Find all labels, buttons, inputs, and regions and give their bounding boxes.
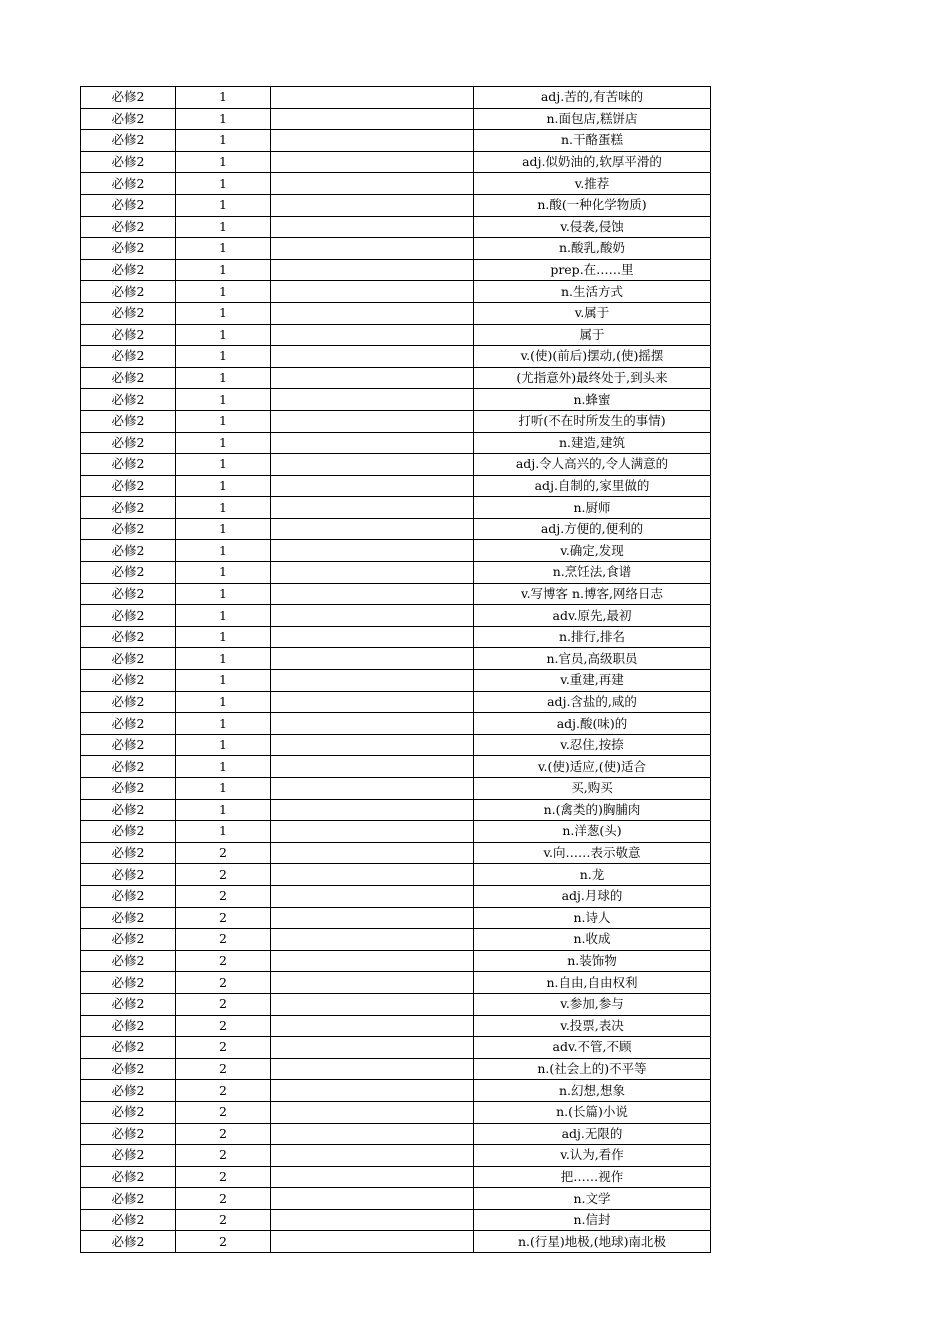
book-cell[interactable]: 必修2 [81,626,176,648]
table-row [81,1166,711,1188]
book-cell[interactable]: 必修2 [81,1123,176,1145]
unit-cell[interactable]: 2 [176,1209,271,1231]
table-row [81,734,711,756]
table-row [81,670,711,692]
unit-cell[interactable]: 1 [176,778,271,800]
word-cell[interactable] [271,562,474,584]
unit-cell[interactable]: 1 [176,367,271,389]
word-cell[interactable] [271,1209,474,1231]
book-cell[interactable]: 必修2 [81,885,176,907]
table-row [81,778,711,800]
unit-cell[interactable]: 2 [176,1188,271,1210]
meaning-cell[interactable]: v.写博客 n.博客,网络日志 [474,583,711,605]
meaning-cell[interactable]: n.文学 [474,1188,711,1210]
word-cell[interactable] [271,497,474,519]
book-cell[interactable]: 必修2 [81,670,176,692]
meaning-cell[interactable]: n.(行星)地极,(地球)南北极 [474,1231,711,1253]
meaning-cell[interactable]: n.排行,排名 [474,626,711,648]
book-cell[interactable]: 必修2 [81,734,176,756]
meaning-cell[interactable]: n.建造,建筑 [474,432,711,454]
table-row [81,1188,711,1210]
table-row [81,929,711,951]
word-cell[interactable] [271,259,474,281]
book-cell[interactable]: 必修2 [81,432,176,454]
unit-cell[interactable]: 1 [176,648,271,670]
book-cell[interactable]: 必修2 [81,1037,176,1059]
unit-cell[interactable]: 2 [176,1015,271,1037]
table-row [81,821,711,843]
meaning-cell[interactable]: v.(使)(前后)摆动,(使)摇摆 [474,346,711,368]
unit-cell[interactable]: 1 [176,130,271,152]
word-cell[interactable] [271,518,474,540]
table-row [81,691,711,713]
book-cell[interactable]: 必修2 [81,87,176,109]
book-cell[interactable]: 必修2 [81,1166,176,1188]
word-cell[interactable] [271,302,474,324]
meaning-cell[interactable]: n.装饰物 [474,950,711,972]
table-row [81,281,711,303]
table-row [81,1037,711,1059]
table-row [81,130,711,152]
table-row [81,864,711,886]
word-cell[interactable] [271,648,474,670]
word-cell[interactable] [271,324,474,346]
unit-cell[interactable]: 2 [176,1123,271,1145]
meaning-cell[interactable]: adv.原先,最初 [474,605,711,627]
book-cell[interactable]: 必修2 [81,972,176,994]
unit-cell[interactable]: 2 [176,1145,271,1167]
table-row [81,238,711,260]
unit-cell[interactable]: 2 [176,972,271,994]
book-cell[interactable]: 必修2 [81,821,176,843]
unit-cell[interactable]: 2 [176,1080,271,1102]
unit-cell[interactable]: 1 [176,173,271,195]
word-cell[interactable] [271,864,474,886]
book-cell[interactable]: 必修2 [81,130,176,152]
table-row [81,972,711,994]
unit-cell[interactable]: 1 [176,713,271,735]
word-cell[interactable] [271,1080,474,1102]
book-cell[interactable]: 必修2 [81,907,176,929]
unit-cell[interactable]: 1 [176,389,271,411]
word-cell[interactable] [271,389,474,411]
word-cell[interactable] [271,367,474,389]
table-row [81,907,711,929]
unit-cell[interactable]: 1 [176,238,271,260]
meaning-cell[interactable]: v.向……表示敬意 [474,842,711,864]
meaning-cell[interactable]: adj.自制的,家里做的 [474,475,711,497]
book-cell[interactable]: 必修2 [81,691,176,713]
book-cell[interactable]: 必修2 [81,993,176,1015]
word-cell[interactable] [271,346,474,368]
table-row [81,432,711,454]
word-cell[interactable] [271,1058,474,1080]
book-cell[interactable]: 必修2 [81,540,176,562]
word-cell[interactable] [271,87,474,109]
book-cell[interactable]: 必修2 [81,562,176,584]
word-cell[interactable] [271,1101,474,1123]
unit-cell[interactable]: 2 [176,907,271,929]
table-row [81,389,711,411]
table-row [81,993,711,1015]
unit-cell[interactable]: 1 [176,432,271,454]
table-row [81,302,711,324]
book-cell[interactable]: 必修2 [81,389,176,411]
meaning-cell[interactable]: adv.不管,不顾 [474,1037,711,1059]
meaning-cell[interactable]: 属于 [474,324,711,346]
unit-cell[interactable]: 1 [176,151,271,173]
meaning-cell[interactable]: adj.月球的 [474,885,711,907]
word-cell[interactable] [271,713,474,735]
unit-cell[interactable]: 1 [176,562,271,584]
table-row [81,1015,711,1037]
unit-cell[interactable]: 1 [176,216,271,238]
meaning-cell[interactable]: (尤指意外)最终处于,到头来 [474,367,711,389]
unit-cell[interactable]: 1 [176,670,271,692]
meaning-cell[interactable]: n.生活方式 [474,281,711,303]
vocabulary-table-body [81,87,711,1253]
book-cell[interactable]: 必修2 [81,173,176,195]
meaning-cell[interactable]: adj.含盐的,咸的 [474,691,711,713]
book-cell[interactable]: 必修2 [81,1209,176,1231]
word-cell[interactable] [271,670,474,692]
word-cell[interactable] [271,605,474,627]
word-cell[interactable] [271,151,474,173]
table-row [81,562,711,584]
word-cell[interactable] [271,108,474,130]
word-cell[interactable] [271,1037,474,1059]
table-row [81,259,711,281]
unit-cell[interactable]: 1 [176,691,271,713]
unit-cell[interactable]: 1 [176,475,271,497]
unit-cell[interactable]: 2 [176,842,271,864]
meaning-cell[interactable]: n.龙 [474,864,711,886]
book-cell[interactable]: 必修2 [81,367,176,389]
word-cell[interactable] [271,885,474,907]
table-row [81,540,711,562]
meaning-cell[interactable]: v.确定,发现 [474,540,711,562]
table-row [81,497,711,519]
unit-cell[interactable]: 1 [176,259,271,281]
book-cell[interactable]: 必修2 [81,151,176,173]
unit-cell[interactable]: 1 [176,281,271,303]
meaning-cell[interactable]: v.侵袭,侵蚀 [474,216,711,238]
table-row [81,756,711,778]
book-cell[interactable]: 必修2 [81,346,176,368]
book-cell[interactable]: 必修2 [81,1188,176,1210]
meaning-cell[interactable]: n.面包店,糕饼店 [474,108,711,130]
table-row [81,108,711,130]
book-cell[interactable]: 必修2 [81,713,176,735]
meaning-cell[interactable]: prep.在……里 [474,259,711,281]
book-cell[interactable]: 必修2 [81,778,176,800]
book-cell[interactable]: 必修2 [81,410,176,432]
book-cell[interactable]: 必修2 [81,583,176,605]
book-cell[interactable]: 必修2 [81,259,176,281]
word-cell[interactable] [271,950,474,972]
meaning-cell[interactable]: n.自由,自由权利 [474,972,711,994]
book-cell[interactable]: 必修2 [81,605,176,627]
meaning-cell[interactable]: n.官员,高级职员 [474,648,711,670]
meaning-cell[interactable]: n.诗人 [474,907,711,929]
meaning-cell[interactable]: n.信封 [474,1209,711,1231]
unit-cell[interactable]: 2 [176,950,271,972]
meaning-cell[interactable]: adj.似奶油的,软厚平滑的 [474,151,711,173]
word-cell[interactable] [271,1188,474,1210]
meaning-cell[interactable]: n.干酪蛋糕 [474,130,711,152]
word-cell[interactable] [271,734,474,756]
meaning-cell[interactable]: n.(禽类的)胸脯肉 [474,799,711,821]
word-cell[interactable] [271,993,474,1015]
meaning-cell[interactable]: v.认为,看作 [474,1145,711,1167]
word-cell[interactable] [271,842,474,864]
book-cell[interactable]: 必修2 [81,108,176,130]
meaning-cell[interactable]: 打听(不在时所发生的事情) [474,410,711,432]
word-cell[interactable] [271,540,474,562]
meaning-cell[interactable]: n.(社会上的)不平等 [474,1058,711,1080]
book-cell[interactable]: 必修2 [81,194,176,216]
table-row [81,324,711,346]
table-row [81,605,711,627]
book-cell[interactable]: 必修2 [81,799,176,821]
book-cell[interactable]: 必修2 [81,1101,176,1123]
word-cell[interactable] [271,432,474,454]
table-row [81,713,711,735]
table-row [81,475,711,497]
unit-cell[interactable]: 1 [176,799,271,821]
meaning-cell[interactable]: v.重建,再建 [474,670,711,692]
unit-cell[interactable]: 2 [176,993,271,1015]
meaning-cell[interactable]: adj.无限的 [474,1123,711,1145]
table-row [81,454,711,476]
meaning-cell[interactable]: n.蜂蜜 [474,389,711,411]
book-cell[interactable]: 必修2 [81,756,176,778]
table-row [81,1123,711,1145]
book-cell[interactable]: 必修2 [81,1015,176,1037]
word-cell[interactable] [271,756,474,778]
table-row [81,648,711,670]
book-cell[interactable]: 必修2 [81,324,176,346]
book-cell[interactable]: 必修2 [81,1058,176,1080]
meaning-cell[interactable]: adj.酸(味)的 [474,713,711,735]
meaning-cell[interactable]: v.参加,参与 [474,993,711,1015]
word-cell[interactable] [271,583,474,605]
meaning-cell[interactable]: v.投票,表决 [474,1015,711,1037]
vocabulary-table [80,86,711,1253]
meaning-cell[interactable]: 买,购买 [474,778,711,800]
book-cell[interactable]: 必修2 [81,1145,176,1167]
word-cell[interactable] [271,173,474,195]
book-cell[interactable]: 必修2 [81,929,176,951]
table-row [81,518,711,540]
word-cell[interactable] [271,778,474,800]
word-cell[interactable] [271,626,474,648]
table-row [81,173,711,195]
book-cell[interactable]: 必修2 [81,950,176,972]
meaning-cell[interactable]: n.洋葱(头) [474,821,711,843]
meaning-cell[interactable]: n.收成 [474,929,711,951]
book-cell[interactable]: 必修2 [81,238,176,260]
book-cell[interactable]: 必修2 [81,281,176,303]
table-row [81,410,711,432]
table-row [81,87,711,109]
word-cell[interactable] [271,410,474,432]
book-cell[interactable]: 必修2 [81,475,176,497]
book-cell[interactable]: 必修2 [81,1231,176,1253]
word-cell[interactable] [271,454,474,476]
word-cell[interactable] [271,1123,474,1145]
meaning-cell[interactable]: n.酸乳,酸奶 [474,238,711,260]
word-cell[interactable] [271,691,474,713]
meaning-cell[interactable]: adj.方便的,便利的 [474,518,711,540]
book-cell[interactable]: 必修2 [81,648,176,670]
unit-cell[interactable]: 1 [176,756,271,778]
table-row [81,799,711,821]
meaning-cell[interactable]: adj.令人高兴的,令人满意的 [474,454,711,476]
book-cell[interactable]: 必修2 [81,454,176,476]
book-cell[interactable]: 必修2 [81,497,176,519]
meaning-cell[interactable]: adj.苦的,有苦味的 [474,87,711,109]
unit-cell[interactable]: 2 [176,1166,271,1188]
meaning-cell[interactable]: v.(使)适应,(使)适合 [474,756,711,778]
table-row [81,1231,711,1253]
meaning-cell[interactable]: n.烹饪法,食谱 [474,562,711,584]
word-cell[interactable] [271,238,474,260]
unit-cell[interactable]: 1 [176,324,271,346]
word-cell[interactable] [271,194,474,216]
unit-cell[interactable]: 1 [176,518,271,540]
word-cell[interactable] [271,799,474,821]
word-cell[interactable] [271,281,474,303]
book-cell[interactable]: 必修2 [81,302,176,324]
meaning-cell[interactable]: n.(长篇)小说 [474,1101,711,1123]
book-cell[interactable]: 必修2 [81,216,176,238]
table-row [81,950,711,972]
table-row [81,346,711,368]
table-row [81,216,711,238]
meaning-cell[interactable]: n.酸(一种化学物质) [474,194,711,216]
word-cell[interactable] [271,907,474,929]
table-row [81,583,711,605]
meaning-cell[interactable]: v.属于 [474,302,711,324]
table-row [81,194,711,216]
unit-cell[interactable]: 2 [176,1101,271,1123]
meaning-cell[interactable]: v.推荐 [474,173,711,195]
word-cell[interactable] [271,1231,474,1253]
book-cell[interactable]: 必修2 [81,1080,176,1102]
unit-cell[interactable]: 1 [176,540,271,562]
unit-cell[interactable]: 1 [176,821,271,843]
unit-cell[interactable]: 2 [176,1231,271,1253]
table-row [81,842,711,864]
book-cell[interactable]: 必修2 [81,518,176,540]
table-row [81,367,711,389]
word-cell[interactable] [271,1145,474,1167]
table-row [81,1058,711,1080]
table-row [81,626,711,648]
unit-cell[interactable]: 2 [176,885,271,907]
word-cell[interactable] [271,475,474,497]
unit-cell[interactable]: 1 [176,626,271,648]
table-row [81,1101,711,1123]
word-cell[interactable] [271,929,474,951]
word-cell[interactable] [271,216,474,238]
table-row [81,885,711,907]
unit-cell[interactable]: 1 [176,87,271,109]
table-row [81,151,711,173]
unit-cell[interactable]: 1 [176,497,271,519]
unit-cell[interactable]: 1 [176,194,271,216]
unit-cell[interactable]: 2 [176,1058,271,1080]
unit-cell[interactable]: 2 [176,929,271,951]
word-cell[interactable] [271,1166,474,1188]
word-cell[interactable] [271,972,474,994]
unit-cell[interactable]: 2 [176,1037,271,1059]
word-cell[interactable] [271,1015,474,1037]
table-row [81,1145,711,1167]
meaning-cell[interactable]: n.厨师 [474,497,711,519]
meaning-cell[interactable]: 把……视作 [474,1166,711,1188]
unit-cell[interactable]: 1 [176,734,271,756]
meaning-cell[interactable]: n.幻想,想象 [474,1080,711,1102]
book-cell[interactable]: 必修2 [81,842,176,864]
unit-cell[interactable]: 1 [176,346,271,368]
unit-cell[interactable]: 2 [176,864,271,886]
unit-cell[interactable]: 1 [176,108,271,130]
word-cell[interactable] [271,130,474,152]
unit-cell[interactable]: 1 [176,583,271,605]
book-cell[interactable]: 必修2 [81,864,176,886]
word-cell[interactable] [271,821,474,843]
unit-cell[interactable]: 1 [176,605,271,627]
table-row [81,1080,711,1102]
unit-cell[interactable]: 1 [176,410,271,432]
unit-cell[interactable]: 1 [176,454,271,476]
table-row [81,1209,711,1231]
meaning-cell[interactable]: v.忍住,按捺 [474,734,711,756]
unit-cell[interactable]: 1 [176,302,271,324]
